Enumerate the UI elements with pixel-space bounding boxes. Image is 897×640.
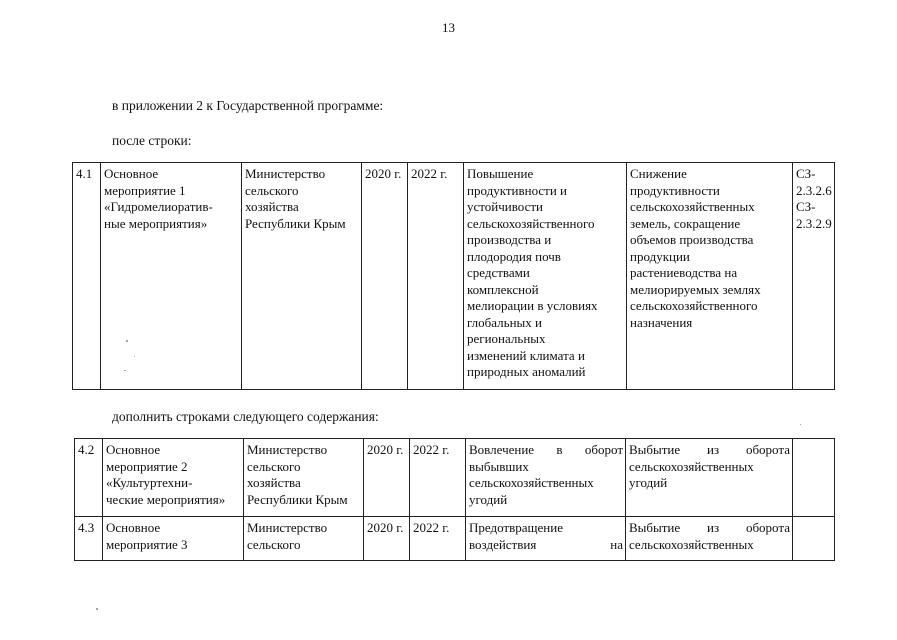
table-row bbox=[75, 439, 835, 517]
expected-result-cell bbox=[466, 439, 626, 517]
append-paragraph: дополнить строками следующего содержания: bbox=[112, 409, 379, 424]
consequence-cell bbox=[626, 439, 793, 517]
consequence-cell: Снижение продуктивности сельскохозяйственных земель, сокращение объемов производства продукции растениеводства на мелиорируемых землях сельскохозяйственного назначения bbox=[627, 163, 793, 390]
executor-cell: Министерство сельского хозяйства Республики Крым bbox=[242, 163, 362, 390]
intro-paragraph: в приложении 2 к Государственной программе: bbox=[112, 98, 384, 113]
event-name-cell: Основное мероприятие 2 «Культуртехни- ческие мероприятия» bbox=[103, 439, 244, 517]
scan-speck bbox=[800, 424, 801, 425]
consequence-rest: сельскохозяйственных bbox=[629, 536, 754, 552]
start-year-cell: 2020 г. bbox=[364, 439, 410, 517]
result-first-line: Предотвращение bbox=[469, 520, 563, 535]
row-number: 4.1 bbox=[73, 163, 101, 390]
end-year-cell: 2022 г. bbox=[410, 517, 466, 561]
indicator-link-cell bbox=[793, 517, 835, 561]
event-name-cell: Основное мероприятие 3 bbox=[103, 517, 244, 561]
after-row-paragraph: после строки: bbox=[112, 133, 192, 148]
indicator-link-cell: СЗ- 2.3.2.6 СЗ- 2.3.2.9 bbox=[793, 163, 835, 390]
scan-speck bbox=[126, 340, 128, 342]
consequence-rest: сельскохозяйственных угодий bbox=[629, 458, 754, 490]
scan-speck bbox=[124, 370, 126, 371]
start-year-cell: 2020 г. bbox=[362, 163, 408, 390]
table-row bbox=[75, 517, 835, 561]
new-rows-table bbox=[74, 438, 835, 561]
consequence-first-line: Выбытие из оборота bbox=[629, 442, 790, 457]
event-name-cell: Основное мероприятие 1 «Гидромелиоратив- ные мероприятия» bbox=[101, 163, 242, 390]
executor-cell: Министерство сельского bbox=[244, 517, 364, 561]
end-year-cell: 2022 г. bbox=[410, 439, 466, 517]
expected-result-cell: Повышение продуктивности и устойчивости сельскохозяйственного производства и плодородия почв средствами комплексной мелиорации в условиях глобальных и региональных изменений климата и природных аномалий bbox=[464, 163, 627, 390]
scan-speck bbox=[96, 608, 98, 610]
scan-speck bbox=[134, 356, 135, 357]
page-number: 13 bbox=[442, 20, 455, 35]
consequence-cell bbox=[626, 517, 793, 561]
table-row bbox=[73, 163, 835, 390]
start-year-cell: 2020 г. bbox=[364, 517, 410, 561]
expected-result-cell bbox=[466, 517, 626, 561]
indicator-link-cell bbox=[793, 439, 835, 517]
end-year-cell: 2022 г. bbox=[408, 163, 464, 390]
result-rest: выбывших сельскохозяйственных угодий bbox=[469, 458, 594, 507]
result-second-line: воздействия на bbox=[469, 536, 623, 552]
row-number: 4.2 bbox=[75, 439, 103, 517]
consequence-first-line: Выбытие из оборота bbox=[629, 520, 790, 535]
row-number: 4.3 bbox=[75, 517, 103, 561]
executor-cell: Министерство сельского хозяйства Республики Крым bbox=[244, 439, 364, 517]
result-first-line: Вовлечение в оборот bbox=[469, 442, 623, 457]
existing-row-table bbox=[72, 162, 835, 390]
